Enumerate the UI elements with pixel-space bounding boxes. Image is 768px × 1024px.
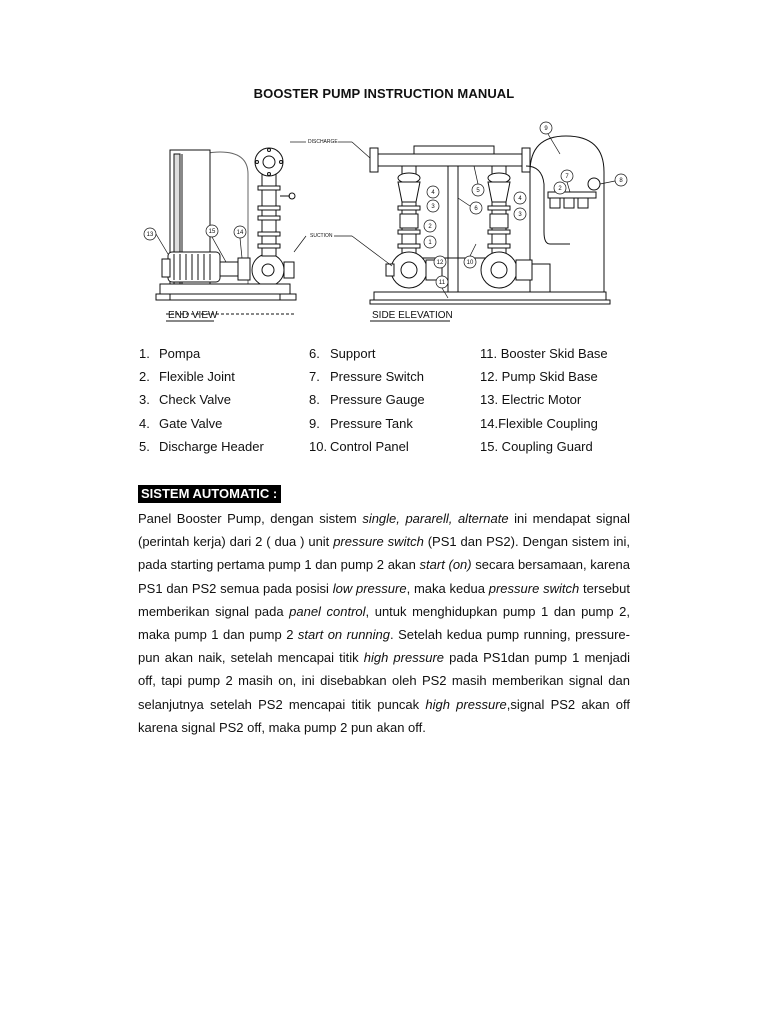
callout-2-right: 2 [558, 186, 562, 192]
callout-7: 7 [565, 174, 569, 180]
callout-9: 9 [544, 126, 548, 132]
list-item: 14.Flexible Coupling [480, 415, 598, 431]
parts-column-1 [139, 344, 264, 460]
callout-12: 12 [436, 260, 444, 266]
list-item: 6. Support [309, 346, 376, 361]
callout-4-right: 4 [518, 196, 522, 202]
side-elevation-drawing [370, 136, 610, 304]
side-elevation-caption: SIDE ELEVATION [372, 310, 453, 321]
callout-1-left: 1 [428, 240, 432, 246]
list-item: 3. Check Valve [139, 392, 232, 408]
callout-10: 10 [466, 260, 474, 266]
callout-3-right: 3 [518, 212, 522, 218]
callout-3-left: 3 [431, 204, 435, 210]
suction-label: SUCTION [310, 233, 333, 239]
list-item: 15. Coupling Guard [480, 438, 593, 454]
list-item: 1. Pompa [139, 346, 201, 361]
list-item: 10. Control Panel [309, 438, 409, 454]
callout-4-left: 4 [431, 190, 435, 196]
callout-8: 8 [619, 178, 623, 184]
callout-15: 15 [208, 229, 216, 235]
section-heading: SISTEM AUTOMATIC : [138, 485, 281, 503]
discharge-label: DISCHARGE [308, 139, 338, 145]
list-item: 9. Pressure Tank [309, 415, 413, 431]
callout-14: 14 [236, 230, 244, 236]
parts-column-3 [480, 344, 608, 460]
end-view-caption: END VIEW [168, 310, 218, 321]
list-item: 13. Electric Motor [480, 392, 582, 408]
list-item: 11. Booster Skid Base [480, 346, 608, 361]
list-item: 12. Pump Skid Base [480, 369, 598, 385]
end-view-drawing [156, 148, 296, 314]
list-item: 2. Flexible Joint [139, 369, 235, 385]
list-item: 5. Discharge Header [139, 438, 264, 454]
booster-pump-diagram [130, 114, 630, 330]
parts-column-2 [309, 344, 425, 460]
document-title: BOOSTER PUMP INSTRUCTION MANUAL [253, 86, 515, 101]
list-item: 7. Pressure Switch [309, 369, 424, 385]
list-item: 8. Pressure Gauge [309, 392, 425, 408]
callout-2-left: 2 [428, 224, 432, 230]
callout-6: 6 [474, 206, 478, 212]
callout-5: 5 [476, 188, 480, 194]
callout-13: 13 [146, 232, 154, 238]
body-paragraph: Panel Booster Pump, dengan sistem single, pararell, alternate ini mendapat signal (perintah kerja) dari 2 ( dua ) unit pressure switch (PS1 dan PS2). Dengan sistem ini, pada starting pertama pump 1 dan pump 2 akan start (on) secara bersamaan, karena PS1 dan PS2 semua pada posisi low pressure, maka kedua pressure switch tersebut memberikan signal pada panel control, untuk menghidupkan pump 1 dan pump 2, maka pump 1 dan pump 2 start on running. Setelah kedua pump running, pressure-pun akan naik, setelah mencapai titik high pressure pada PS1dan pump 1 menjadi off, tapi pump 2 masih on, ini disebabkan oleh PS2 masih memberikan signal dan selanjutnya setelah PS2 mencapai titik puncak high pressure,signal PS2 akan off karena signal PS2 off, maka pump 2 pun akan off. [138, 511, 630, 735]
list-item: 4. Gate Valve [139, 415, 223, 431]
callout-11: 11 [438, 280, 446, 286]
